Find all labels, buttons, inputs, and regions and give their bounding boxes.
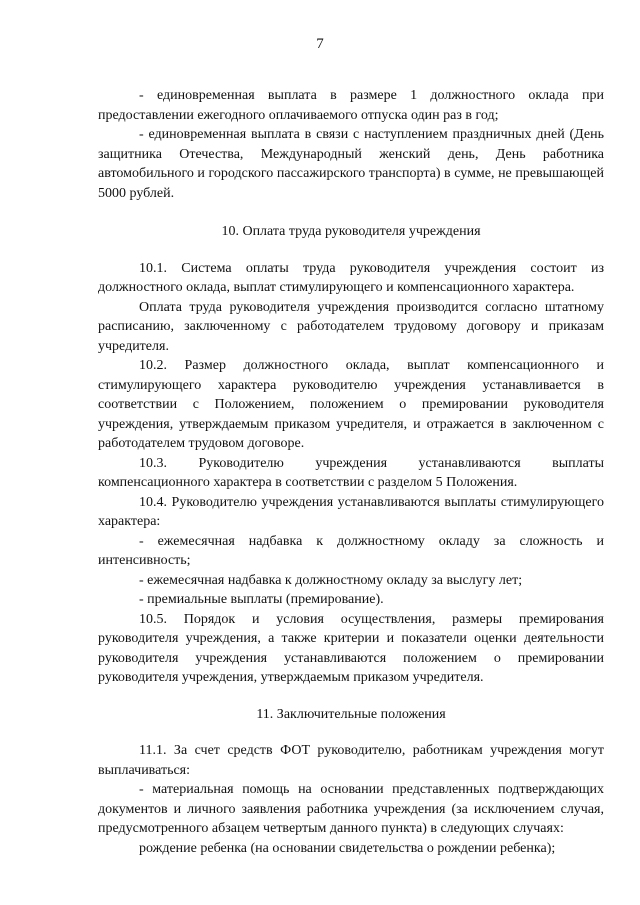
document-body [98, 86, 604, 858]
paragraph-10-2: 10.2. Размер должностного оклада, выплат компенсационного и стимулирующего характера руководителю учреждения устанавливается в соответствии с Положением, положением о премировании руководителя учреждения, утверждаемым приказом учредителя, и отражается в заключенном с работодателем трудовом договоре. [98, 358, 604, 451]
paragraph-holiday-payment: - единовременная выплата в связи с наступлением праздничных дней (День защитника Отечества, Международный женский день, День работника автомобильного и городского пассажирского транспорта) в сумме, не превышающей 5000 рублей. [98, 127, 604, 201]
paragraph-10-1: 10.1. Система оплаты труда руководителя учреждения состоит из должностного оклада, выплат стимулирующего и компенсационного характера. [98, 260, 604, 295]
list-item-seniority-bonus: - ежемесячная надбавка к должностному окладу за выслугу лет; [139, 572, 523, 588]
list-item-financial-aid: - материальная помощь на основании представленных подтверждающих документов и личного заявления работника учреждения (за исключением случая, предусмотренного абзацем четвертым данного пункта) в следующих случаях: [98, 782, 604, 836]
paragraph-vacation-payment: - единовременная выплата в размере 1 должностного оклада при предоставлении ежегодного оплачиваемого отпуска один раз в год; [98, 88, 604, 123]
page-number: 7 [316, 36, 324, 52]
paragraph-10-4: 10.4. Руководителю учреждения устанавливаются выплаты стимулирующего характера: [98, 494, 604, 529]
paragraph-10-1-payroll: Оплата труда руководителя учреждения производится согласно штатному расписанию, заключенному с работодателем трудовому договору и приказам учредителя. [98, 299, 604, 354]
section-heading-10: 10. Оплата труда руководителя учреждения [221, 224, 481, 239]
paragraph-10-5: 10.5. Порядок и условия осуществления, размеры премирования руководителя учреждения, а также критерии и показатели оценки деятельности руководителя учреждения устанавливаются положением о премировании руководителя учреждения, утверждаемым приказом учредителя. [98, 611, 604, 685]
list-item-premium-payments: - премиальные выплаты (премирование). [139, 592, 384, 607]
list-item-child-birth: рождение ребенка (на основании свидетельства о рождении ребенка); [139, 840, 556, 856]
section-heading-11: 11. Заключительные положения [256, 706, 446, 722]
paragraph-10-3: 10.3. Руководителю учреждения устанавливаются выплаты компенсационного характера в соответствии с разделом 5 Положения. [98, 455, 604, 490]
paragraph-11-1: 11.1. За счет средств ФОТ руководителю, работникам учреждения могут выплачиваться: [98, 743, 604, 778]
list-item-complexity-bonus: - ежемесячная надбавка к должностному окладу за сложность и интенсивность; [98, 533, 604, 568]
